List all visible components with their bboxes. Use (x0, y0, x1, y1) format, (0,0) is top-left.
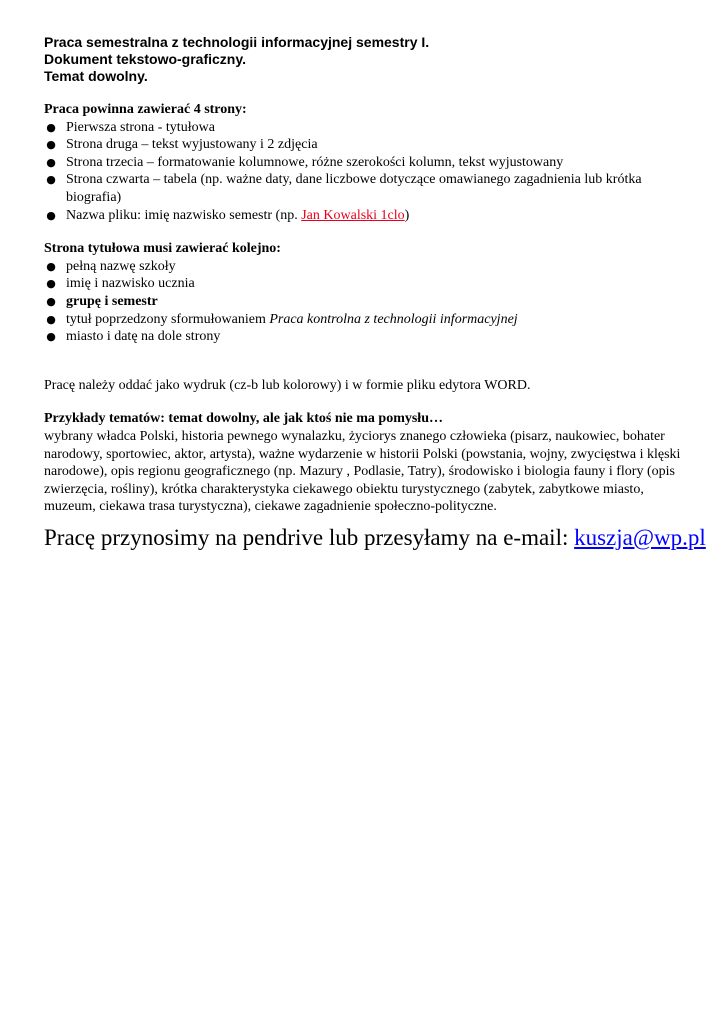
bullet-icon: ● (46, 208, 56, 222)
list-item: ● Strona druga – tekst wyjustowany i 2 zdjęcia (46, 137, 318, 153)
list-item: ● imię i nazwisko ucznia (46, 276, 195, 292)
title-page-section-title: Strona tytułowa musi zawierać kolejno: (44, 241, 281, 257)
bullet-icon: ● (46, 155, 56, 169)
list-item: ● Strona trzecia – formatowanie kolumnowe, różne szerokości kolumn, tekst wyjustowany (46, 154, 564, 170)
filename-example-link[interactable]: Jan Kowalski 1clo (301, 207, 405, 223)
bullet-icon: ● (46, 138, 56, 152)
examples-body: wybrany władca Polski, historia pewnego wynalazku, życiorys znanego człowieka (pisarz, naukowiec, bohater narodowy, sportowiec, aktor, artysta), ważne wydarzenie w historii Polski (powstania, wojny, zwycięstwa i klęski narodowe), opis regionu geograficznego (np. Mazury , Podlasie, Tatry), środowisko i biologia fauny i flory (opis zwierzęcia, rośliny), krótka charakterystyka ciekawego obiektu turystycznego (zabytek, zabytkowe miasto, muzeum, ciekawa trasa turystyczna), ciekawe zagadnienie społeczno-polityczne. (44, 428, 681, 515)
bullet-icon: ● (46, 120, 56, 134)
bullet-icon: ● (46, 294, 56, 308)
list-item: ● Strona czwarta – tabela (np. ważne daty, dane liczbowe dotyczące omawianego zagadnienia lub krótka biografia) (46, 172, 642, 205)
list-item: ● miasto i datę na dole strony (46, 329, 221, 345)
title-page-list (44, 258, 695, 346)
heading-line-2: Dokument tekstowo-graficzny. (44, 51, 246, 67)
submission-note: Pracę należy oddać jako wydruk (cz-b lub kolorowy) i w formie pliku edytora WORD. (44, 377, 531, 393)
bullet-icon: ● (46, 312, 56, 326)
bullet-icon: ● (46, 259, 56, 273)
email-link[interactable]: kuszja@wp.pl (574, 524, 706, 550)
list-item: ● tytuł poprzedzony sformułowaniem Praca kontrolna z technologii informacyjnej (46, 311, 518, 327)
list-item: ● Pierwsza strona - tytułowa (46, 119, 215, 135)
list-item: ● grupę i semestr (46, 293, 158, 309)
heading-line-1: Praca semestralna z technologii informacyjnej semestry I. (44, 34, 430, 50)
bullet-icon: ● (46, 330, 56, 344)
bullet-icon: ● (46, 173, 56, 187)
pages-section-title: Praca powinna zawierać 4 strony: (44, 102, 247, 117)
bullet-icon: ● (46, 277, 56, 291)
examples-section-title: Przykłady tematów: temat dowolny, ale jak ktoś nie ma pomysłu… (44, 411, 443, 427)
pages-list (44, 119, 695, 225)
list-item-filename: ● Nazwa pliku: imię nazwisko semestr (np. Jan Kowalski 1clo) (46, 207, 410, 223)
document-heading (44, 34, 695, 85)
list-item: ● pełną nazwę szkoły (46, 258, 176, 274)
heading-line-3: Temat dowolny. (44, 68, 148, 84)
contact-line: Pracę przynosimy na pendrive lub przesyłamy na e-mail: kuszja@wp.pl (44, 524, 706, 550)
